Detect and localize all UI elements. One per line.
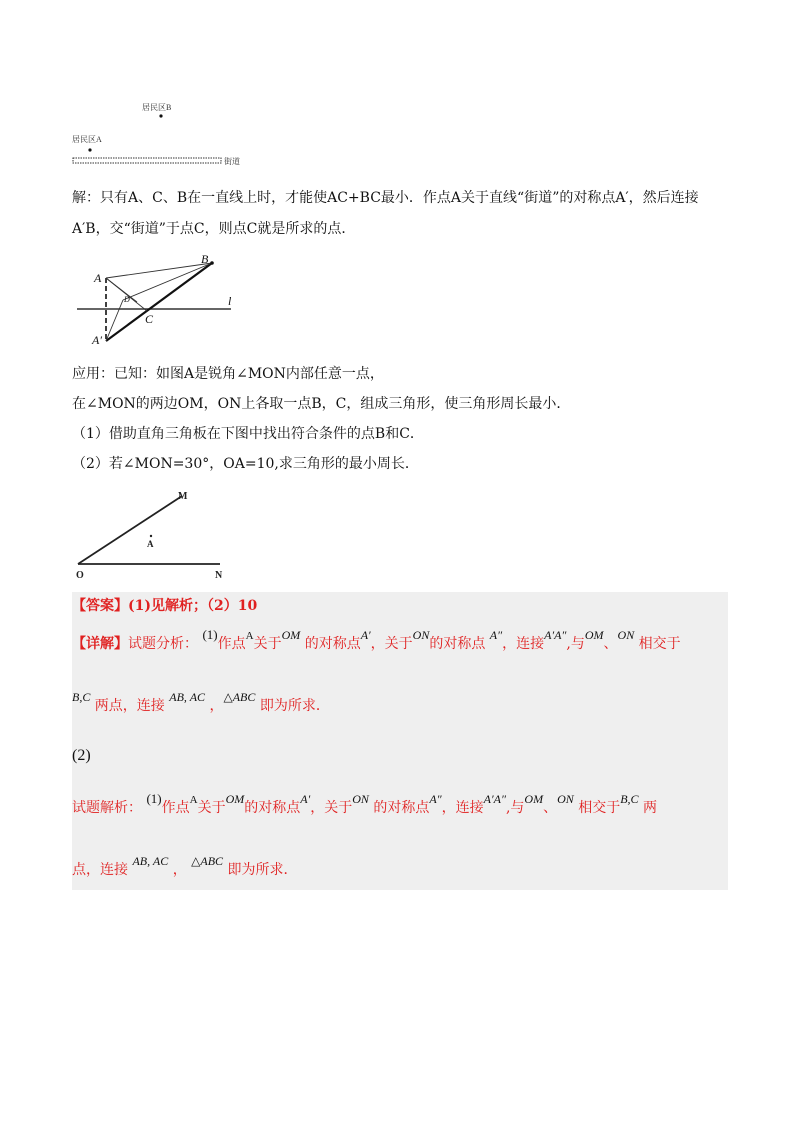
detail-sym-om: OM: [281, 628, 301, 642]
line-a-d: [106, 278, 137, 302]
part2-sym-a1a2: A′A″: [483, 792, 506, 806]
detail-t5: 的对称点: [429, 636, 486, 652]
part2-sym-on: ON: [352, 792, 369, 806]
detail-t11: ，: [209, 698, 224, 714]
point-a-dot: [150, 535, 152, 537]
part2-t9: 相交于: [578, 800, 621, 816]
point-b-dot: [210, 261, 214, 265]
label-n: N: [215, 570, 223, 580]
label-l: l: [228, 294, 232, 308]
detail-sym-om2: OM: [584, 628, 604, 642]
part2-sym-a1: A′: [300, 792, 311, 806]
detail-lead: 试题分析：: [128, 636, 198, 652]
detail-sym-a: A: [245, 630, 254, 642]
detail-part-1: (1): [202, 627, 218, 642]
detail-sym-abac: AB, AC: [169, 690, 206, 704]
detail-t3: 的对称点: [304, 636, 361, 652]
label-residence-b: 居民区B: [142, 103, 172, 112]
part2-line-1: [72, 791, 658, 819]
detail-t8: 、: [603, 636, 618, 652]
part2-sym-a: A: [189, 794, 198, 806]
label-o: O: [76, 570, 84, 580]
part2-sym-a2: A″: [429, 792, 442, 806]
part2-sym-om: OM: [225, 792, 245, 806]
answer-tag: 【答案】: [72, 598, 128, 614]
part2-t13: 即为所求．: [227, 862, 298, 878]
part2-t5: 的对称点: [373, 800, 430, 816]
part2-line-2: [72, 854, 298, 880]
label-a-prime: A′: [92, 333, 102, 347]
point-a: [88, 148, 91, 151]
detail-sym-a1a2: A′A″: [544, 628, 567, 642]
detail-sym-a1: A′: [360, 628, 371, 642]
label-b: B: [201, 252, 209, 266]
detail-t10: 两点，连接: [94, 698, 165, 714]
detail-t6: ，连接: [502, 636, 545, 652]
part2-sym-om2: OM: [524, 792, 544, 806]
part2-t2: 关于: [197, 800, 226, 816]
ray-om: [78, 496, 182, 564]
detail-t9: 相交于: [638, 636, 681, 652]
part2-t6: ，连接: [441, 800, 484, 816]
figure-reflection: [75, 252, 240, 347]
part2-sym-tri: △ABC: [191, 854, 224, 868]
solution-line-2: A′B，交“街道”于点C，则点C就是所求的点．: [72, 221, 356, 237]
answer-line: [72, 596, 257, 616]
part2-t12: ，: [172, 862, 187, 878]
part2-t1: 作点: [161, 800, 190, 816]
part2-t4: ，关于: [310, 800, 353, 816]
detail-sym-on: ON: [412, 628, 430, 642]
part2-part-1: (1): [146, 791, 162, 806]
label-street: 街道: [224, 157, 240, 166]
detail-t2: 关于: [253, 636, 282, 652]
detail-sym-on2: ON: [617, 628, 635, 642]
solution-line-1: 解：只有A、C、B在一直线上时，才能使AC+BC最小．作点A关于直线“街道”的对称点A′，然后连接: [72, 190, 699, 206]
part2-t11: 点，连接: [72, 862, 128, 878]
point-b: [159, 114, 162, 117]
application-line-4: （2）若∠MON=30°，OA=10,求三角形的最小周长．: [72, 456, 419, 472]
label-c: C: [145, 312, 154, 326]
detail-t12: 即为所求．: [259, 698, 330, 714]
street-bar: [73, 158, 221, 163]
detail-sym-tri: △ABC: [223, 690, 256, 704]
part2-sym-abac: AB, AC: [132, 854, 169, 868]
part2-lead: 试题解析：: [72, 800, 142, 816]
detail-t1: 作点: [217, 636, 246, 652]
label-m: M: [178, 491, 188, 502]
detail-t7: ,与: [566, 636, 585, 652]
detail-line-1: [72, 627, 681, 655]
application-line-2: 在∠MON的两边OM，ON上各取一点B，C，组成三角形，使三角形周长最小．: [72, 396, 571, 412]
part2-sym-on2: ON: [557, 792, 574, 806]
application-line-1: 应用：已知：如图A是锐角∠MON内部任意一点，: [72, 366, 384, 382]
part2-t7: ,与: [505, 800, 525, 816]
label-a: A: [94, 271, 102, 285]
part2-t10: 两: [643, 800, 658, 816]
part-2-label: (2): [72, 747, 91, 764]
part2-t3: 的对称点: [244, 800, 301, 816]
figure-street: [70, 98, 260, 170]
label-d: D: [124, 295, 130, 304]
figure-angle-mon: [74, 486, 234, 580]
detail-sym-a2: A″: [489, 628, 503, 642]
answer-text: (1)见解析；（2）10: [128, 598, 258, 614]
part2-t8: 、: [543, 800, 558, 816]
detail-t4: ，关于: [370, 636, 413, 652]
part2-sym-bc: B,C: [620, 792, 639, 806]
label-point-a: A: [147, 539, 154, 549]
detail-line-2: [72, 690, 330, 716]
detail-sym-bc: B,C: [72, 690, 91, 704]
application-line-3: （1）借助直角三角板在下图中找出符合条件的点B和C．: [72, 426, 424, 442]
detail-tag: 【详解】: [72, 636, 128, 652]
label-residence-a: 居民区A: [72, 135, 102, 144]
